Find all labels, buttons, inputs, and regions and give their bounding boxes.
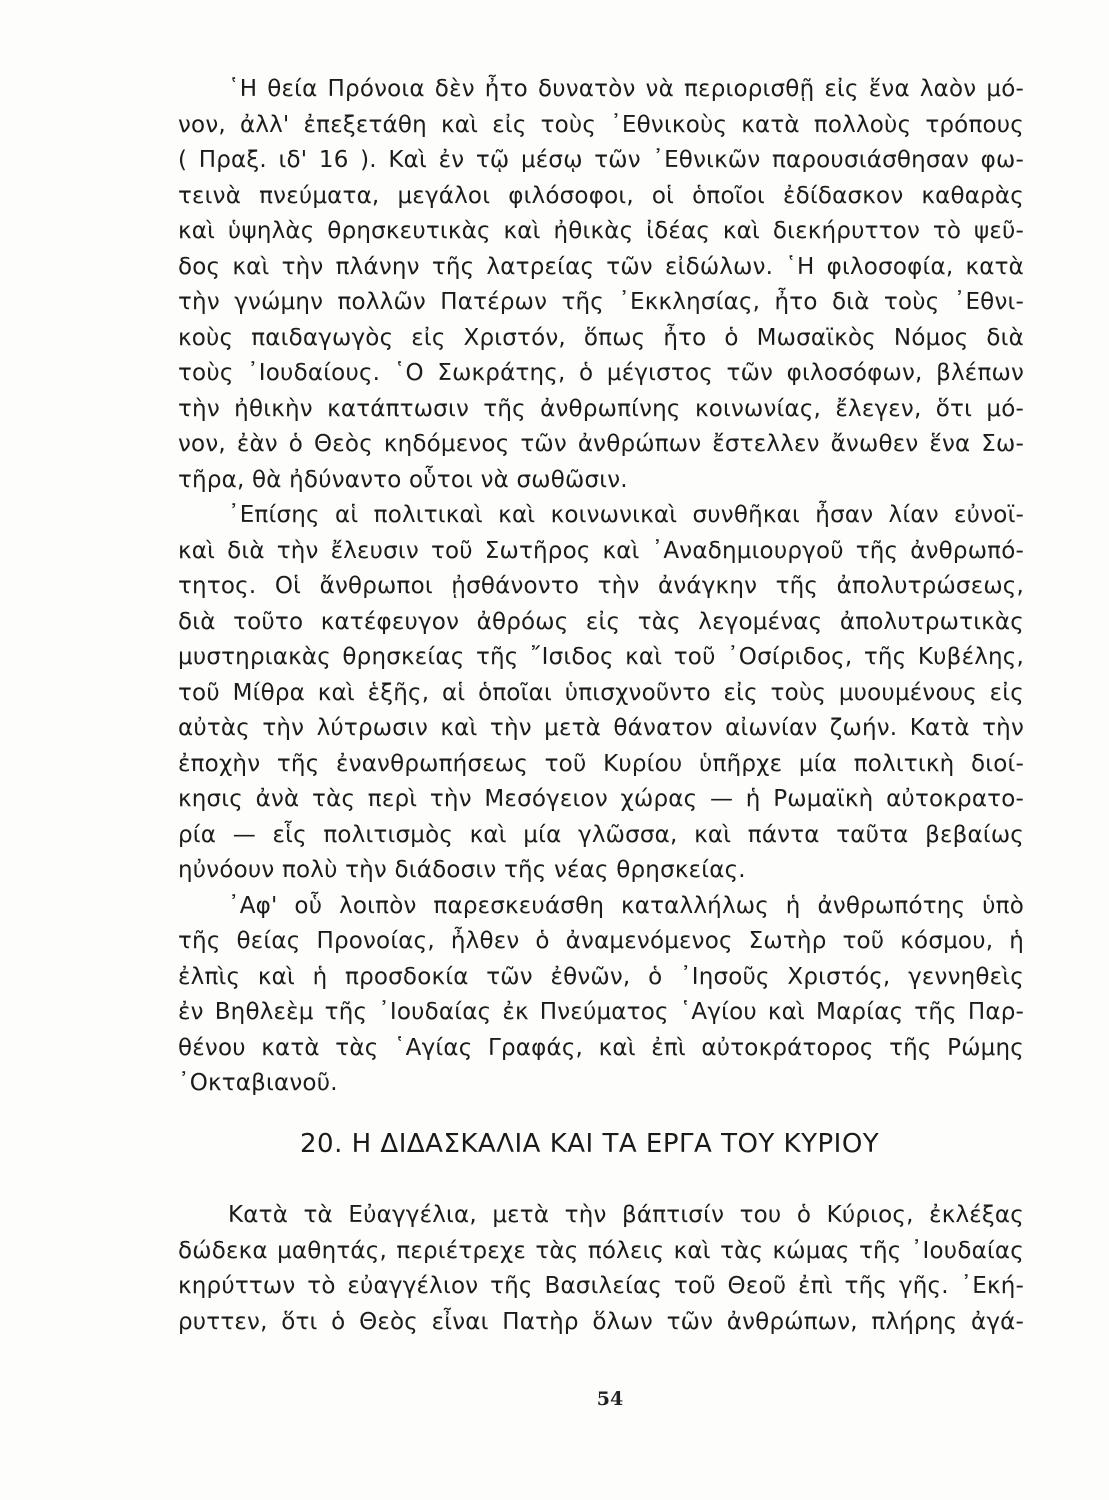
text-line: κησις ἀνὰ τὰς περὶ τὴν Μεσόγειον χώρας — ἡ Ρωμαϊκὴ αὐτοκρατο- bbox=[178, 786, 1024, 812]
body-text-top bbox=[178, 72, 1024, 1102]
text-line: ᾿Οκταβιανοῦ. bbox=[178, 1070, 338, 1096]
text-line: Κατὰ τὰ Εὐαγγέλια, μετὰ τὴν βάπτισίν του ὁ Κύριος, ἐκλέξας bbox=[228, 1202, 1024, 1228]
text-line: τῆρα, θὰ ἠδύναντο οὗτοι νὰ σωθῶσιν. bbox=[178, 466, 628, 493]
text-line: ῾Η θεία Πρόνοια δὲν ἦτο δυνατὸν νὰ περιορισθῇ εἰς ἕνα λαὸν μό- bbox=[228, 76, 1024, 102]
section-heading-wrap bbox=[300, 1124, 1030, 1164]
text-line: θένου κατὰ τὰς ῾Αγίας Γραφάς, καὶ ἐπὶ αὐτοκράτορος τῆς Ρώμης bbox=[178, 1034, 1024, 1061]
text-line: αὐτὰς τὴν λύτρωσιν καὶ τὴν μετὰ θάνατον αἰωνίαν ζωήν. Κατὰ τὴν bbox=[178, 715, 1024, 741]
text-line: διὰ τοῦτο κατέφευγον ἀθρόως εἰς τὰς λεγομένας ἀπολυτρωτικὰς bbox=[178, 608, 1024, 635]
text-line: ἐν Βηθλεὲμ τῆς ᾿Ιουδαίας ἐκ Πνεύματος ῾Αγίου καὶ Μαρίας τῆς Παρ- bbox=[178, 999, 1024, 1025]
text-line: νον, ἀλλ' ἐπεξετάθη καὶ εἰς τοὺς ᾿Εθνικοὺς κατὰ πολλοὺς τρόπους bbox=[178, 111, 1024, 138]
text-line: δώδεκα μαθητάς, περιέτρεχε τὰς πόλεις καὶ τὰς κώμας τῆς ᾿Ιουδαίας bbox=[178, 1237, 1024, 1264]
text-line: ρυττεν, ὅτι ὁ Θεὸς εἶναι Πατὴρ ὅλων τῶν ἀνθρώπων, πλήρης ἀγά- bbox=[178, 1308, 1024, 1335]
text-line: ρία — εἷς πολιτισμὸς καὶ μία γλῶσσα, καὶ πάντα ταῦτα βεβαίως bbox=[178, 821, 1024, 848]
text-line: τοῦ Μίθρα καὶ ἑξῆς, αἱ ὁποῖαι ὑπισχνοῦντο εἰς τοὺς μυουμένους εἰς bbox=[178, 679, 1024, 706]
body-text-bottom bbox=[178, 1198, 1024, 1340]
text-line: ηὐνόουν πολὺ τὴν διάδοσιν τῆς νέας θρησκείας. bbox=[178, 857, 746, 883]
text-line: ᾿Επίσης αἱ πολιτικαὶ καὶ κοινωνικαὶ συνθῆκαι ἦσαν λίαν εὐνοϊ- bbox=[228, 502, 1024, 528]
text-line: τὴν γνώμην πολλῶν Πατέρων τῆς ᾿Εκκλησίας, ἦτο διὰ τοὺς ᾿Εθνι- bbox=[178, 289, 1024, 315]
text-line: νον, ἐὰν ὁ Θεὸς κηδόμενος τῶν ἀνθρώπων ἔστελλεν ἄνωθεν ἕνα Σω- bbox=[178, 431, 1024, 457]
text-line: ( Πραξ. ιδ' 16 ). Καὶ ἐν τῷ μέσῳ τῶν ᾿Εθνικῶν παρουσιάσθησαν φω- bbox=[178, 147, 1024, 173]
text-line: μυστηριακὰς θρησκείας τῆς ῎Ισιδος καὶ τοῦ ᾿Οσίριδος, τῆς Κυβέλης, bbox=[178, 644, 1024, 670]
text-line: τητος. Οἱ ἄνθρωποι ᾐσθάνοντο τὴν ἀνάγκην τῆς ἀπολυτρώσεως, bbox=[178, 573, 1024, 599]
text-line: δος καὶ τὴν πλάνην τῆς λατρείας τῶν εἰδώλων. ῾Η φιλοσοφία, κατὰ bbox=[178, 253, 1024, 280]
section-heading: 20. Η ΔΙΔΑΣΚΑΛΙΑ ΚΑΙ ΤΑ ΕΡΓΑ ΤΟΥ ΚΥΡΙΟΥ bbox=[300, 1129, 880, 1159]
page-number: 54 bbox=[596, 1388, 624, 1410]
text-line: κηρύττων τὸ εὐαγγέλιον τῆς Βασιλείας τοῦ Θεοῦ ἐπὶ τῆς γῆς. ᾿Εκή- bbox=[178, 1273, 1024, 1299]
text-line: τὴν ἠθικὴν κατάπτωσιν τῆς ἀνθρωπίνης κοινωνίας, ἔλεγεν, ὅτι μό- bbox=[178, 395, 1024, 422]
text-line: καὶ διὰ τὴν ἔλευσιν τοῦ Σωτῆρος καὶ ᾿Αναδημιουργοῦ τῆς ἀνθρωπό- bbox=[178, 537, 1024, 564]
text-line: κοὺς παιδαγωγὸς εἰς Χριστόν, ὅπως ἦτο ὁ Μωσαϊκὸς Νόμος διὰ bbox=[178, 324, 1024, 351]
text-line: ἐλπὶς καὶ ἡ προσδοκία τῶν ἐθνῶν, ὁ ᾿Ιησοῦς Χριστός, γεννηθεὶς bbox=[178, 963, 1024, 990]
text-line: τεινὰ πνεύματα, μεγάλοι φιλόσοφοι, οἱ ὁποῖοι ἐδίδασκον καθαρὰς bbox=[178, 182, 1024, 209]
text-line: καὶ ὑψηλὰς θρησκευτικὰς καὶ ἠθικὰς ἰδέας καὶ διεκήρυττον τὸ ψεῦ- bbox=[178, 218, 1024, 244]
text-line: τοὺς ᾿Ιουδαίους. ῾Ο Σωκράτης, ὁ μέγιστος τῶν φιλοσόφων, βλέπων bbox=[178, 360, 1024, 386]
text-line: τῆς θείας Προνοίας, ἦλθεν ὁ ἀναμενόμενος Σωτὴρ τοῦ κόσμου, ἡ bbox=[178, 928, 1024, 954]
text-line: ἐποχὴν τῆς ἐνανθρωπήσεως τοῦ Κυρίου ὑπῆρχε μία πολιτικὴ διοί- bbox=[178, 750, 1024, 777]
text-line: ᾿Αφ' οὗ λοιπὸν παρεσκευάσθη καταλλήλως ἡ ἀνθρωπότης ὑπὸ bbox=[228, 892, 1024, 919]
